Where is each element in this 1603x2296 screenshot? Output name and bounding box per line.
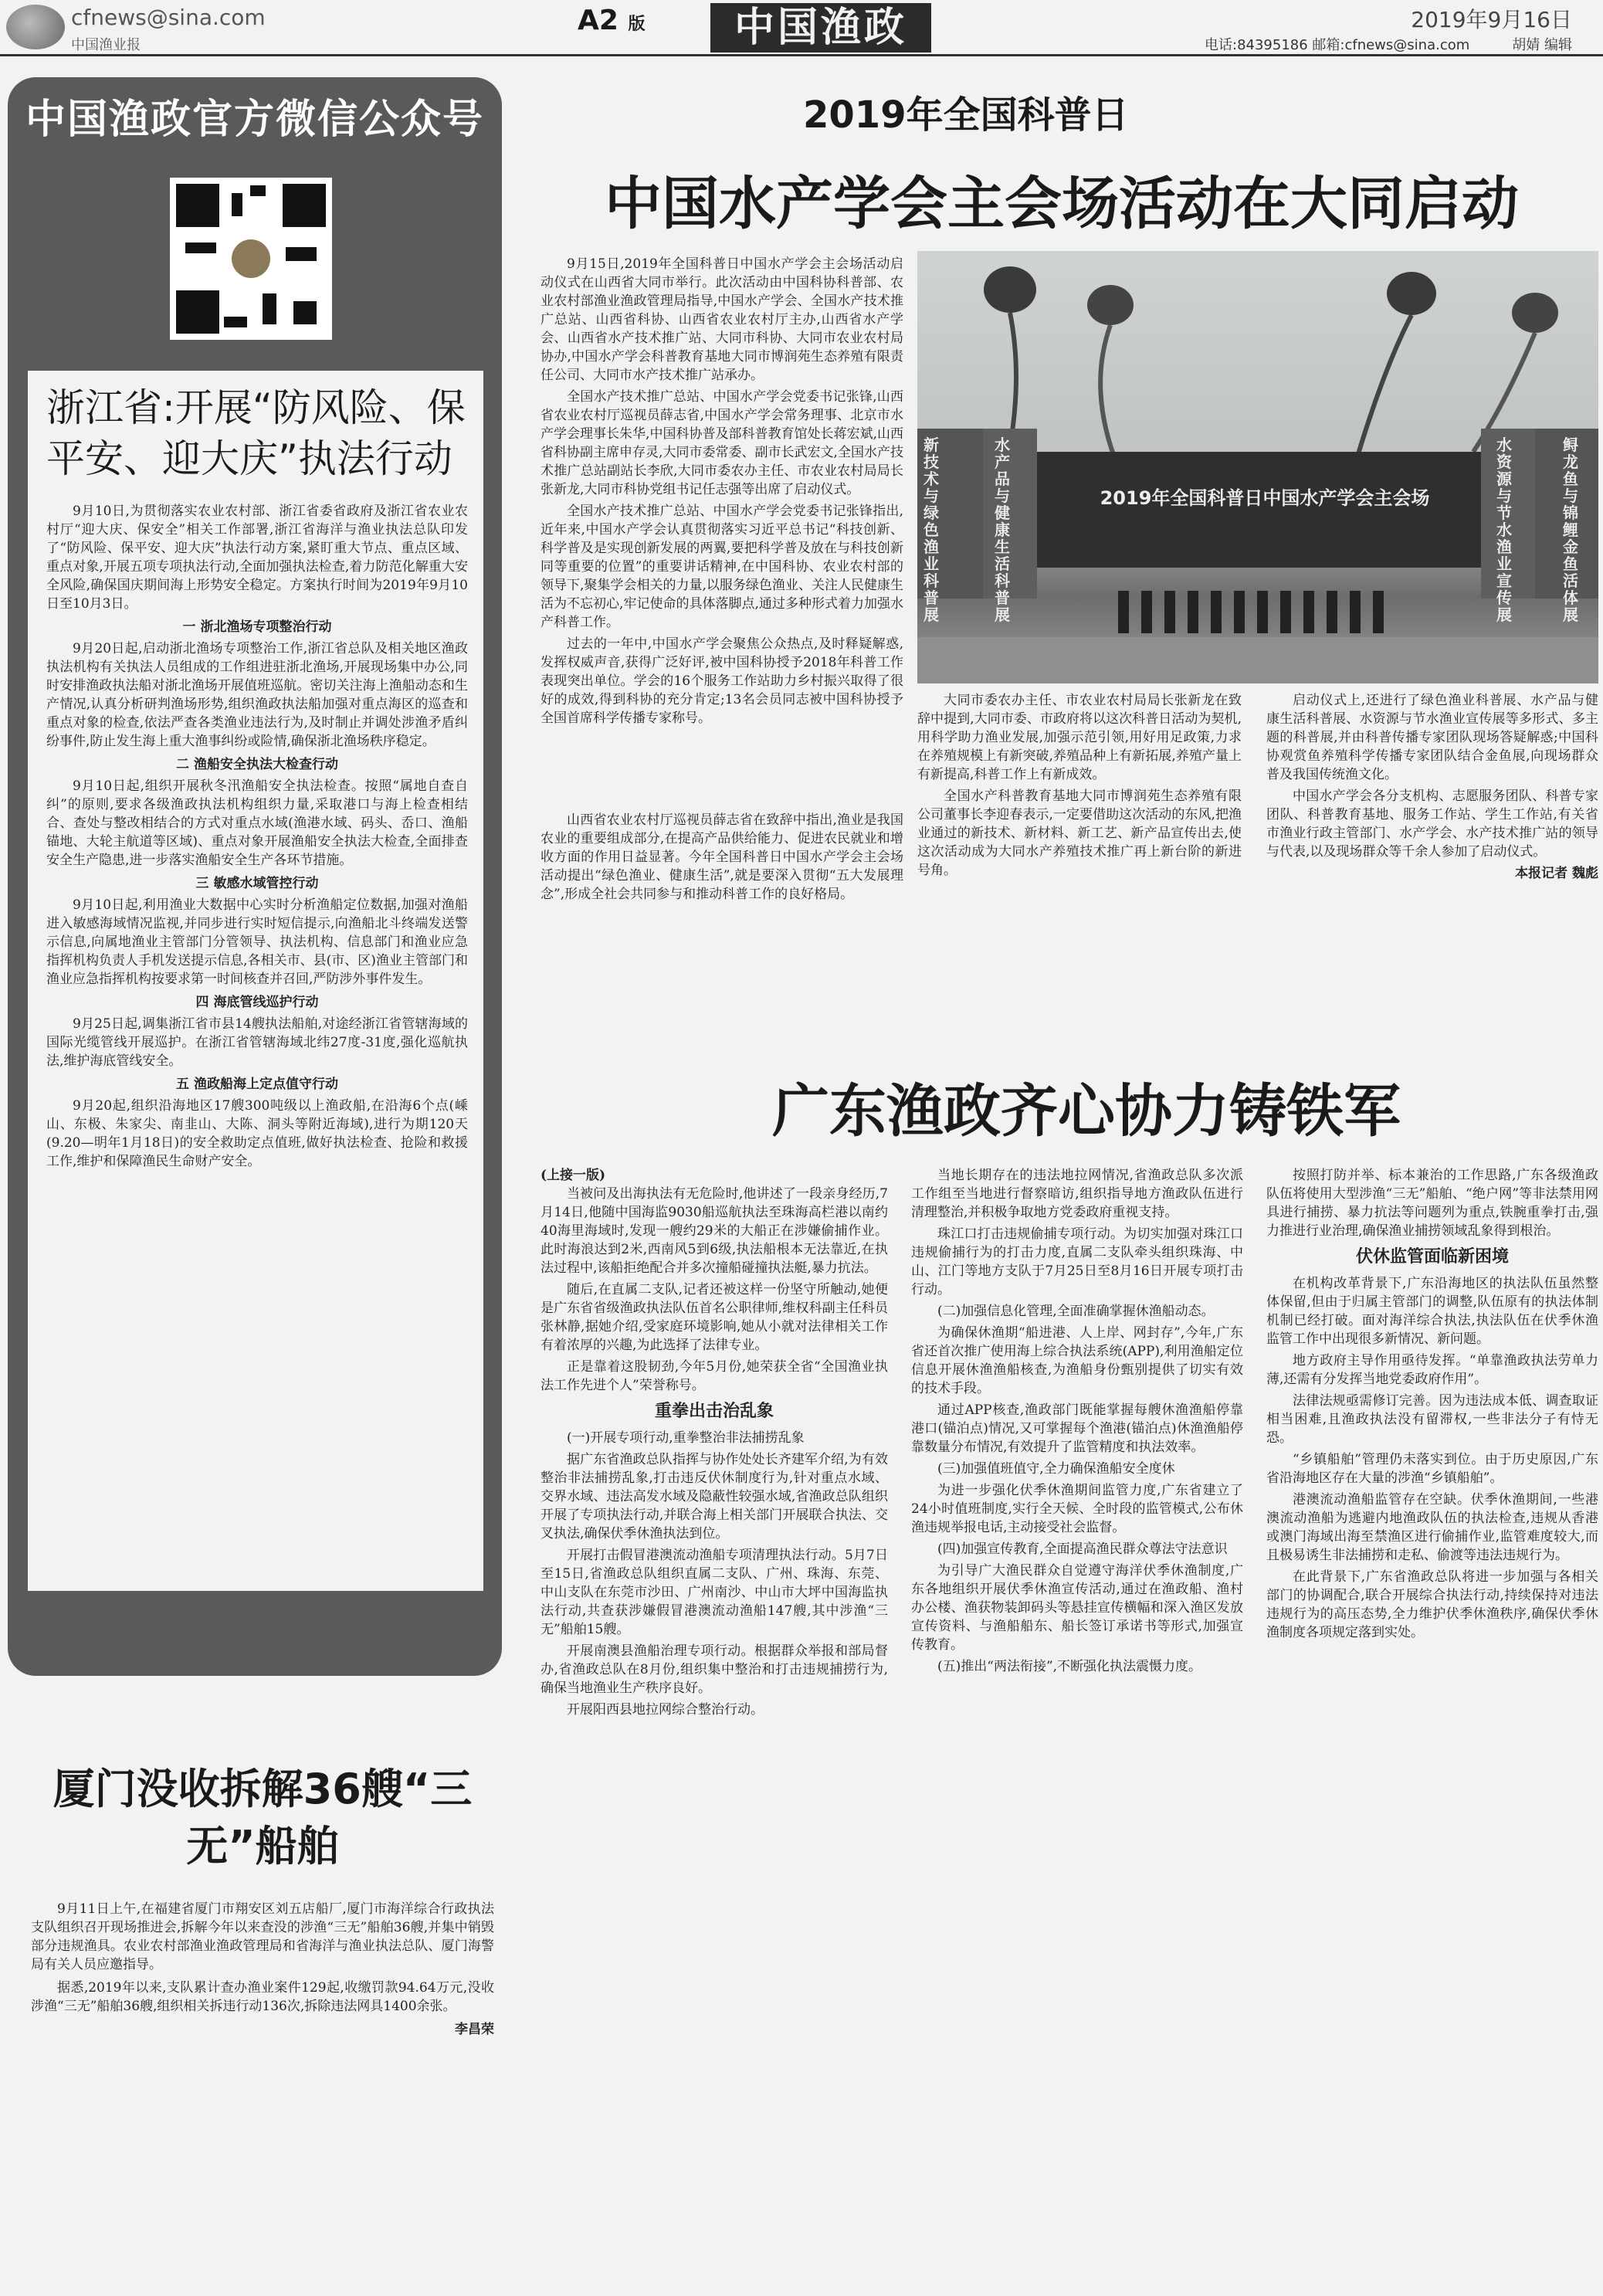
science-kicker: 2019年全国科普日 — [803, 93, 1129, 137]
science-col-3 — [1266, 691, 1598, 883]
guangdong-p18: (五)推出“两法衔接”,不断强化执法震慑力度。 — [937, 1659, 1202, 1674]
guangdong-p2: 随后,在直属二支队,记者还被这样一份坚守所触动,她便是广东省省级渔政执法队伍首名公职律师,维权科副主任科员张林静,据她介绍,受家庭环境影响,她从小就对法律相关工作有着浓厚的兴趣,为此选择了法律专业。 — [541, 1282, 888, 1353]
zhejiang-p3: 9月10日起,组织开展秋冬汛渔船安全执法检查。按照“属地自查自纠”的原则,要求各级渔政执法机构组织力量,采取港口与海上检查相结合、查处与整改相结合的方式对重点水域(渔港水域、码头、岙口、渔船锚地、大轮主航道等区域)、重点对象开展渔船安全执法大检查,全面排查安全生产隐患,进一步落实渔船安全生产各环节措施。 — [46, 778, 468, 868]
zhejiang-sub1: 一 浙北渔场专项整治行动 — [182, 619, 332, 635]
guangdong-sub2: 伏休监管面临新困境 — [1355, 1247, 1509, 1267]
xiamen-author: 李昌荣 — [455, 2022, 494, 2037]
guangdong-p12: 为确保休渔期“船进港、人上岸、网封存”,今年,广东省还首次推广使用海上综合执法系统(APP),利用渔船定位信息开展休渔渔船核查,为渔船身份甄别提供了切实有效的技术手段。 — [911, 1325, 1243, 1396]
guangdong-p11: (二)加强信息化管理,全面准确掌握休渔船动态。 — [937, 1304, 1215, 1319]
photo-board-right-1: 水资源与节水渔业宣传展 — [1496, 436, 1512, 624]
zhejiang-p6: 9月20起,组织沿海地区17艘300吨级以上渔政船,在沿海6个点(嵊山、东极、朱家尖、南韭山、大陈、洞头等附近海域),进行为期120天(9.20—明年1月18日)的安全救助定点值班,做好执法检查、抢险和救援工作,维护和保障渔民生命财产安全。 — [46, 1098, 468, 1169]
header-paper-name: 中国渔业报 — [71, 37, 141, 53]
science-col-2 — [917, 691, 1242, 883]
guangdong-col-3 — [1266, 1166, 1598, 1645]
science-p3: 全国水产技术推广总站、中国水产学会党委书记张锋指出,近年来,中国水产学会认真贯彻落实习近平总书记“科技创新、科学普及是实现创新发展的两翼,要把科学普及放在与科技创新同等重要的位置”的重要讲话精神,在中国科协、农业农村部的领导下,聚集学会相关的力量,以服务绿色渔业、关注人民健康生活为不忘初心,牢记使命的具体落脚点,通过多种形式着力加强水产科普工作。 — [541, 504, 903, 630]
science-p1: 9月15日,2019年全国科普日中国水产学会主会场活动启动仪式在山西省大同市举行。此次活动由中国科协科普部、农业农村部渔业渔政管理局指导,中国水产学会、全国水产技术推广总站、山西省科协、山西省农业农村厅主办,山西省水产学会、山西省水产技术推广站、大同市科协、大同市农业农村局协办,中国水产学会科普教育基地大同市博润苑生态养殖有限责任公司、大同市水产技术推广站承办。 — [541, 256, 903, 383]
guangdong-p21: 地方政府主导作用亟待发挥。“单靠渔政执法劳单力薄,还需有分发挥当地党委政府作用”。 — [1266, 1353, 1598, 1387]
science-col-1 — [541, 255, 903, 731]
edition-suffix: 版 — [628, 15, 646, 34]
page-header — [0, 0, 1603, 54]
science-p2: 全国水产技术推广总站、中国水产学会党委书记张锋,山西省农业农村厅巡视员薛志省,中国水产学会常务理事、北京市水产学会理事长朱华,中国科协普及部科普教育馆处长蒋宏斌,山西省科协副主席申存灵,大同市委常委、副市长武宏文,全国水产技术推广总站副站长李欣,大同市委农办主任、市农业农村局局长张新龙,大同市科协党组书记任志强等出席了启动仪式。 — [541, 389, 903, 497]
guangdong-p1: 当被问及出海执法有无危险时,他讲述了一段亲身经历,7月14日,他随中国海监9030船巡航执法至珠海高栏港以南约40海里海域时,发现一艘约29米的大船正在涉嫌偷捕作业。此时海浪达到2米,西南风5到6级,执法船根本无法靠近,在执法过程中,该船拒绝配合并多次撞船碰撞执法艇,暴力抗法。 — [541, 1186, 888, 1276]
xiamen-article-body — [31, 1900, 494, 2039]
guangdong-headline: 广东渔政齐心协力铸铁军 — [772, 1078, 1401, 1145]
wechat-title: 中国渔政官方微信公众号 — [25, 97, 484, 143]
zhejiang-sub3: 三 敏感水域管控行动 — [195, 876, 319, 891]
guangdong-p5: 据广东省渔政总队指挥与协作处处长齐建军介绍,为有效整治非法捕捞乱象,打击违反伏休制度行为,针对重点水域、交界水域、违法高发水域及隐蔽性较强水域,省渔政总队组织开展了专项执法行动,并联合海上相关部门开展联合执法、交叉执法,确保伏季休渔执法到位。 — [541, 1452, 888, 1541]
guangdong-p8: 开展阳西县地拉网综合整治行动。 — [567, 1702, 764, 1718]
guangdong-p10: 珠江口打击违规偷捕专项行动。为切实加强对珠江口违规偷捕行为的打击力度,直属二支队牵头组织珠海、中山、江门等地方支队于7月25日至8月16日开展专项打击行动。 — [911, 1226, 1243, 1297]
guangdong-p6: 开展打击假冒港澳流动渔船专项清理执法行动。5月7日至15日,省渔政总队组织直属二支队、广州、珠海、东莞、中山支队在东莞市沙田、广州南沙、中山市大坪中国海监执法行动,共查获涉嫌假冒港澳流动渔船147艘,其中涉渔“三无”船舶15艘。 — [541, 1548, 888, 1637]
guangdong-sub1: 重拳出击治乱象 — [654, 1402, 774, 1421]
science-p6: 大同市委农办主任、市农业农村局局长张新龙在致辞中提到,大同市委、市政府将以这次科普日活动为契机,用科学助力渔业发展,加强示范引领,用好用足政策,力求在养殖规模上有新突破,养殖品种上有新拓展,养殖产量上有新提高,科普工作上有新成效。 — [917, 693, 1242, 782]
guangdong-p9: 当地长期存在的违法地拉网情况,省渔政总队多次派工作组至当地进行督察暗访,组织指导地方渔政队伍进行清理整治,并积极争取地方党委政府重视支持。 — [911, 1168, 1243, 1220]
guangdong-p14: (三)加强值班值守,全力确保渔船安全度休 — [937, 1461, 1175, 1477]
photo-banner: 2019年全国科普日中国水产学会主会场 — [1100, 487, 1430, 509]
zhejiang-sub5: 五 渔政船海上定点值守行动 — [176, 1077, 338, 1092]
guangdong-p17: 为引导广大渔民群众自觉遵守海洋伏季休渔制度,广东各地组织开展伏季休渔宣传活动,通过在渔政船、渔村办公楼、渔获物装卸码头等悬挂宣传横幅和深入渔区发放宣传资料、与渔船船东、船长签订承诺书等形式,加强宣传教育。 — [911, 1563, 1243, 1653]
guangdong-p20: 在机构改革背景下,广东沿海地区的执法队伍虽然整体保留,但由于归属主管部门的调整,队伍原有的执法体制机制已经打破。面对海洋综合执法,执法队伍在伏季休渔监管工作中出现很多新情况、新问题。 — [1266, 1276, 1598, 1347]
science-p4: 过去的一年中,中国水产学会聚焦公众热点,及时释疑解惑,发挥权威声音,获得广泛好评,被中国科协授予2018年科普工作表现突出单位。学会的16个服务工作站助力乡村振兴取得了很好的成效,得到科协的充分肯定;13名会员同志被中国科协授予全国首席科学传播专家称号。 — [541, 636, 903, 726]
zhejiang-p1: 9月10日,为贯彻落实农业农村部、浙江省委省政府及浙江省农业农村厅“迎大庆、保安全”相关工作部署,浙江省海洋与渔业执法总队印发了“防风险、保平安、迎大庆”执法行动方案,紧盯重大节点、重点区域、重点对象,开展五项专项执法行动,全面加强执法检查,着力防范化解重大安全风险,确保国庆期间海上形势安全稳定。方案执行时间为2019年9月10日至10月3日。 — [46, 504, 468, 612]
science-author: 本报记者 魏彪 — [1515, 866, 1598, 881]
photo-board-left-1: 新技术与绿色渔业科普展 — [924, 436, 939, 624]
photo-board-left-2: 水产品与健康生活科普展 — [995, 436, 1010, 624]
zhejiang-article-body — [46, 502, 468, 1175]
edition-number: A2 — [578, 5, 618, 36]
zhejiang-p2: 9月20日起,启动浙北渔场专项整治工作,浙江省总队及相关地区渔政执法机构有关执法人员组成的工作组进驻浙北渔场,开展现场集中办公,同时安排渔政执法船对浙北渔场开展值班巡航。密切关注海上渔船动态和生产情况,认真分析研判渔场形势,组织渔政执法船加强对重点海区的巡查和重点对象的检查,依法严查各类渔业违法行为,及时制止并调处涉渔矛盾纠纷事件,防止发生海上重大渔事纠纷或险情,确保浙北渔场秩序稳定。 — [46, 641, 468, 749]
guangdong-cont: (上接一版) — [541, 1168, 606, 1183]
science-col-1b — [541, 811, 903, 907]
guangdong-p25: 在此背景下,广东省渔政总队将进一步加强与各相关部门的协调配合,联合开展综合执法行动,持续保持对违法违规行为的高压态势,全力维护伏季休渔秩序,确保伏季休渔制度各项规定落到实处。 — [1266, 1569, 1598, 1640]
guangdong-p24: 港澳流动渔船监管存在空缺。伏季休渔期间,一些港澳流动渔船为逃避内地渔政队伍的执法检查,违规从香港或澳门海域出海至禁渔区进行偷捕作业,监管难度较大,而且极易诱生非法捕捞和走私、偷渡等违法违规行为。 — [1266, 1492, 1598, 1563]
zhejiang-p4: 9月10日起,利用渔业大数据中心实时分析渔船定位数据,加强对渔船进入敏感海域情况监视,并同步进行实时短信提示,向渔船北斗终端发送警示信息,向属地渔业主管部门分管领导、执法机构、信息部门和渔业应急指挥机构负责人手机发送提示信息,各相关市、县(市、区)渔业主管部门和渔业应急指挥机构按要求第一时间核查并召回,严防涉外事件发生。 — [46, 897, 468, 987]
header-rule — [0, 54, 1603, 56]
zhejiang-headline: 浙江省:开展“防风险、保平安、迎大庆”执法行动 — [46, 385, 466, 481]
zhejiang-sub4: 四 海底管线巡护行动 — [195, 995, 319, 1010]
event-photo — [917, 251, 1598, 683]
header-email: cfnews@sina.com — [71, 5, 266, 30]
header-editor: 胡婧 编辑 — [1512, 37, 1572, 53]
masthead: 中国渔政 — [710, 3, 931, 53]
science-p9: 中国水产学会各分支机构、志愿服务团队、科普专家团队、科普教育基地、服务工作站、学生工作站,有关省市渔业行政主管部门、水产学会、水产技术推广站的领导与代表,以及现场群众等千余人参加了启动仪式。 — [1266, 789, 1598, 860]
header-date: 2019年9月16日 — [1411, 7, 1572, 32]
guangdong-p3: 正是靠着这股韧劲,今年5月份,她荣获全省“全国渔业执法工作先进个人”荣誉称号。 — [541, 1359, 888, 1393]
guangdong-p4: (一)开展专项行动,重拳整治非法捕捞乱象 — [567, 1430, 805, 1446]
science-p7: 全国水产科普教育基地大同市博润苑生态养殖有限公司董事长李迎春表示,一定要借助这次活动的东风,把渔业通过的新技术、新材料、新工艺、新产品宣传出去,使这次活动成为大同水产养殖技术推广再上新台阶的新进号角。 — [917, 789, 1242, 878]
zhejiang-sub2: 二 渔船安全执法大检查行动 — [176, 757, 338, 772]
guangdong-p22: 法律法规亟需修订完善。因为违法成本低、调查取证相当困难,且渔政执法没有留滞权,一些非法分子有恃无恐。 — [1266, 1393, 1598, 1446]
science-p8: 启动仪式上,还进行了绿色渔业科普展、水产品与健康生活科普展、水资源与节水渔业宣传展等多形式、多主题的科普展,并由科普传播专家团队现场答疑解惑;中国科协观赏鱼养殖科学传播专家团队结合金鱼展,向现场群众普及我国传统渔文化。 — [1266, 693, 1598, 782]
xiamen-p2: 据悉,2019年以来,支队累计查办渔业案件129起,收缴罚款94.64万元,没收涉渔“三无”船舶36艘,组织相关拆违行动136次,拆除违法网具1400余张。 — [31, 1980, 494, 2014]
zhejiang-p5: 9月25日起,调集浙江省市县14艘执法船舶,对途经浙江省管辖海域的国际光缆管线开展巡护。在浙江省管辖海域北纬27度-31度,强化巡航执法,维护海底管线安全。 — [46, 1016, 468, 1069]
qr-code[interactable] — [170, 178, 332, 340]
xiamen-headline: 厦门没收拆解36艘“三无”船舶 — [53, 1765, 473, 1870]
guangdong-p16: (四)加强宣传教育,全面提高渔民群众尊法守法意识 — [937, 1541, 1228, 1557]
photo-board-right-2: 鲟龙鱼与锦鲤金鱼活体展 — [1563, 436, 1578, 624]
edition-label — [578, 5, 645, 36]
header-contact: 电话:84395186 邮箱:cfnews@sina.com — [1205, 37, 1470, 53]
guangdong-p13: 通过APP核查,渔政部门既能掌握每艘休渔渔船停靠港口(锚泊点)情况,又可掌握每个渔港(锚泊点)休渔渔船停靠数量分布情况,有效提升了监管精度和执法效率。 — [911, 1402, 1243, 1455]
science-headline: 中国水产学会主会场活动在大同启动 — [605, 171, 1519, 237]
guangdong-p23: “乡镇船舶”管理仍未落实到位。由于历史原因,广东省沿海地区存在大量的涉渔“乡镇船舶”。 — [1266, 1452, 1598, 1486]
guangdong-col-2 — [911, 1166, 1243, 1679]
guangdong-p15: 为进一步强化伏季休渔期间监管力度,广东省建立了24小时值班制度,实行全天候、全时段的监管模式,公布休渔违规举报电话,主动接受社会监督。 — [911, 1483, 1243, 1535]
xiamen-p1: 9月11日上午,在福建省厦门市翔安区刘五店船厂,厦门市海洋综合行政执法支队组织召开现场推进会,拆解今年以来查没的涉渔“三无”船舶36艘,并集中销毁部分违规渔具。农业农村部渔业渔政管理局和省海洋与渔业执法总队、厦门海警局有关人员应邀指导。 — [31, 1901, 494, 1972]
guangdong-col-1 — [541, 1166, 888, 1722]
guangdong-p7: 开展南澳县渔船治理专项行动。根据群众举报和部局督办,省渔政总队在8月份,组织集中整治和打击违规捕捞行为,确保当地渔业生产秩序良好。 — [541, 1643, 888, 1696]
sina-logo — [6, 5, 65, 49]
guangdong-p19: 按照打防并举、标本兼治的工作思路,广东各级渔政队伍将使用大型涉渔“三无”船舶、“绝户网”等非法禁用网具进行捕捞、暴力抗法等问题列为重点,铁腕重拳打击,强力推进行业治理,确保渔业捕捞领域乱象得到根治。 — [1266, 1168, 1598, 1239]
science-p5: 山西省农业农村厅巡视员薛志省在致辞中指出,渔业是我国农业的重要组成部分,在提高产品供给能力、促进农民就业和增收方面的作用日益显著。今年全国科普日中国水产学会主会场活动提出“绿色渔业、健康生活”,就是要深入贯彻“五大发展理念”,形成全社会共同参与和推动科普工作的良好格局。 — [541, 812, 903, 902]
